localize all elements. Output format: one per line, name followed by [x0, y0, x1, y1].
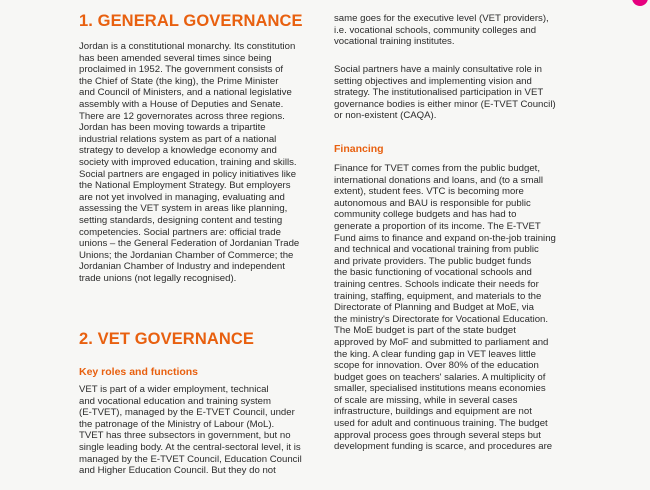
general-governance-paragraph: Jordan is a constitutional monarchy. Its constitution has been amended several times since being proclaimed in 1952. The government consists of the Chief of State (the king), the Prime Minister and Council of Ministers, and a national legislative assembly with a House of Deputies and Senate. There are 12 governorates across three regions. Jordan has been moving towards a tripartite industrial relations system as part of a national strategy to develop a knowledge economy and society with improved education, training and skills. Social partners are engaged in policy initiatives like the National Employment Strategy. But employers are not yet involved in managing, evaluating and assessing the VET system in areas like planning, setting standards, designing content and testing competencies. Social partners are: official trade unions – the General Federation of Jordanian Trade Unions; the Jordanian Chamber of Commerce; the Jordanian Chamber of Industry and independent trade unions (not legally recognised).: [79, 41, 300, 284]
key-roles-subheading: Key roles and functions: [79, 366, 199, 378]
key-roles-paragraph: VET is part of a wider employment, technical and vocational education and training system (E-TVET), managed by the E-TVET Council, under the patronage of the Ministry of Labour (MoL). TVET has three subsectors in government, but no single leading body. At the central-sectoral level, it is managed by the E-TVET Council, Education Council and Higher Education Council. But they do not: [79, 384, 302, 477]
executive-level-paragraph: same goes for the executive level (VET providers), i.e. vocational schools, community colleges and vocational training institutes.: [334, 13, 549, 48]
financing-subheading: Financing: [334, 143, 384, 155]
financing-paragraph: Finance for TVET comes from the public budget, international donations and loans, and (to a small extent), student fees. VTC is becoming more autonomous and BAU is responsible for public community college budgets and has had to generate a proportion of its income. The E-TVET Fund aims to finance and expand on-the-job training and technical and vocational training from public and private providers. The public budget funds the basic functioning of vocational schools and training centres. Schools indicate their needs for training, staffing, equipment, and materials to the Directorate of Planning and Budget at MoE, via the ministry's Directorate for Vocational Education. The MoE budget is part of the state budget approved by MoF and submitted to parliament and the king. A clear funding gap in VET leaves little scope for innovation. Over 80% of the education budget goes on teachers' salaries. A multiplicity of smaller, specialised institutions means economies of scale are missing, while in several cases infrastructure, buildings and equipment are not used for adult and continuous training. The budget approval process goes through several steps but development funding is scarce, and procedures are: [334, 163, 556, 453]
social-partners-paragraph: Social partners have a mainly consultative role in setting objectives and implementing vision and strategy. The institutionalised participation in VET governance bodies is either minor (E-TVET Council) or non-existent (CAQA).: [334, 64, 556, 122]
vet-governance-heading: 2. VET GOVERNANCE: [79, 330, 254, 348]
corner-decoration: [632, 0, 648, 6]
general-governance-heading: 1. GENERAL GOVERNANCE: [79, 12, 303, 30]
